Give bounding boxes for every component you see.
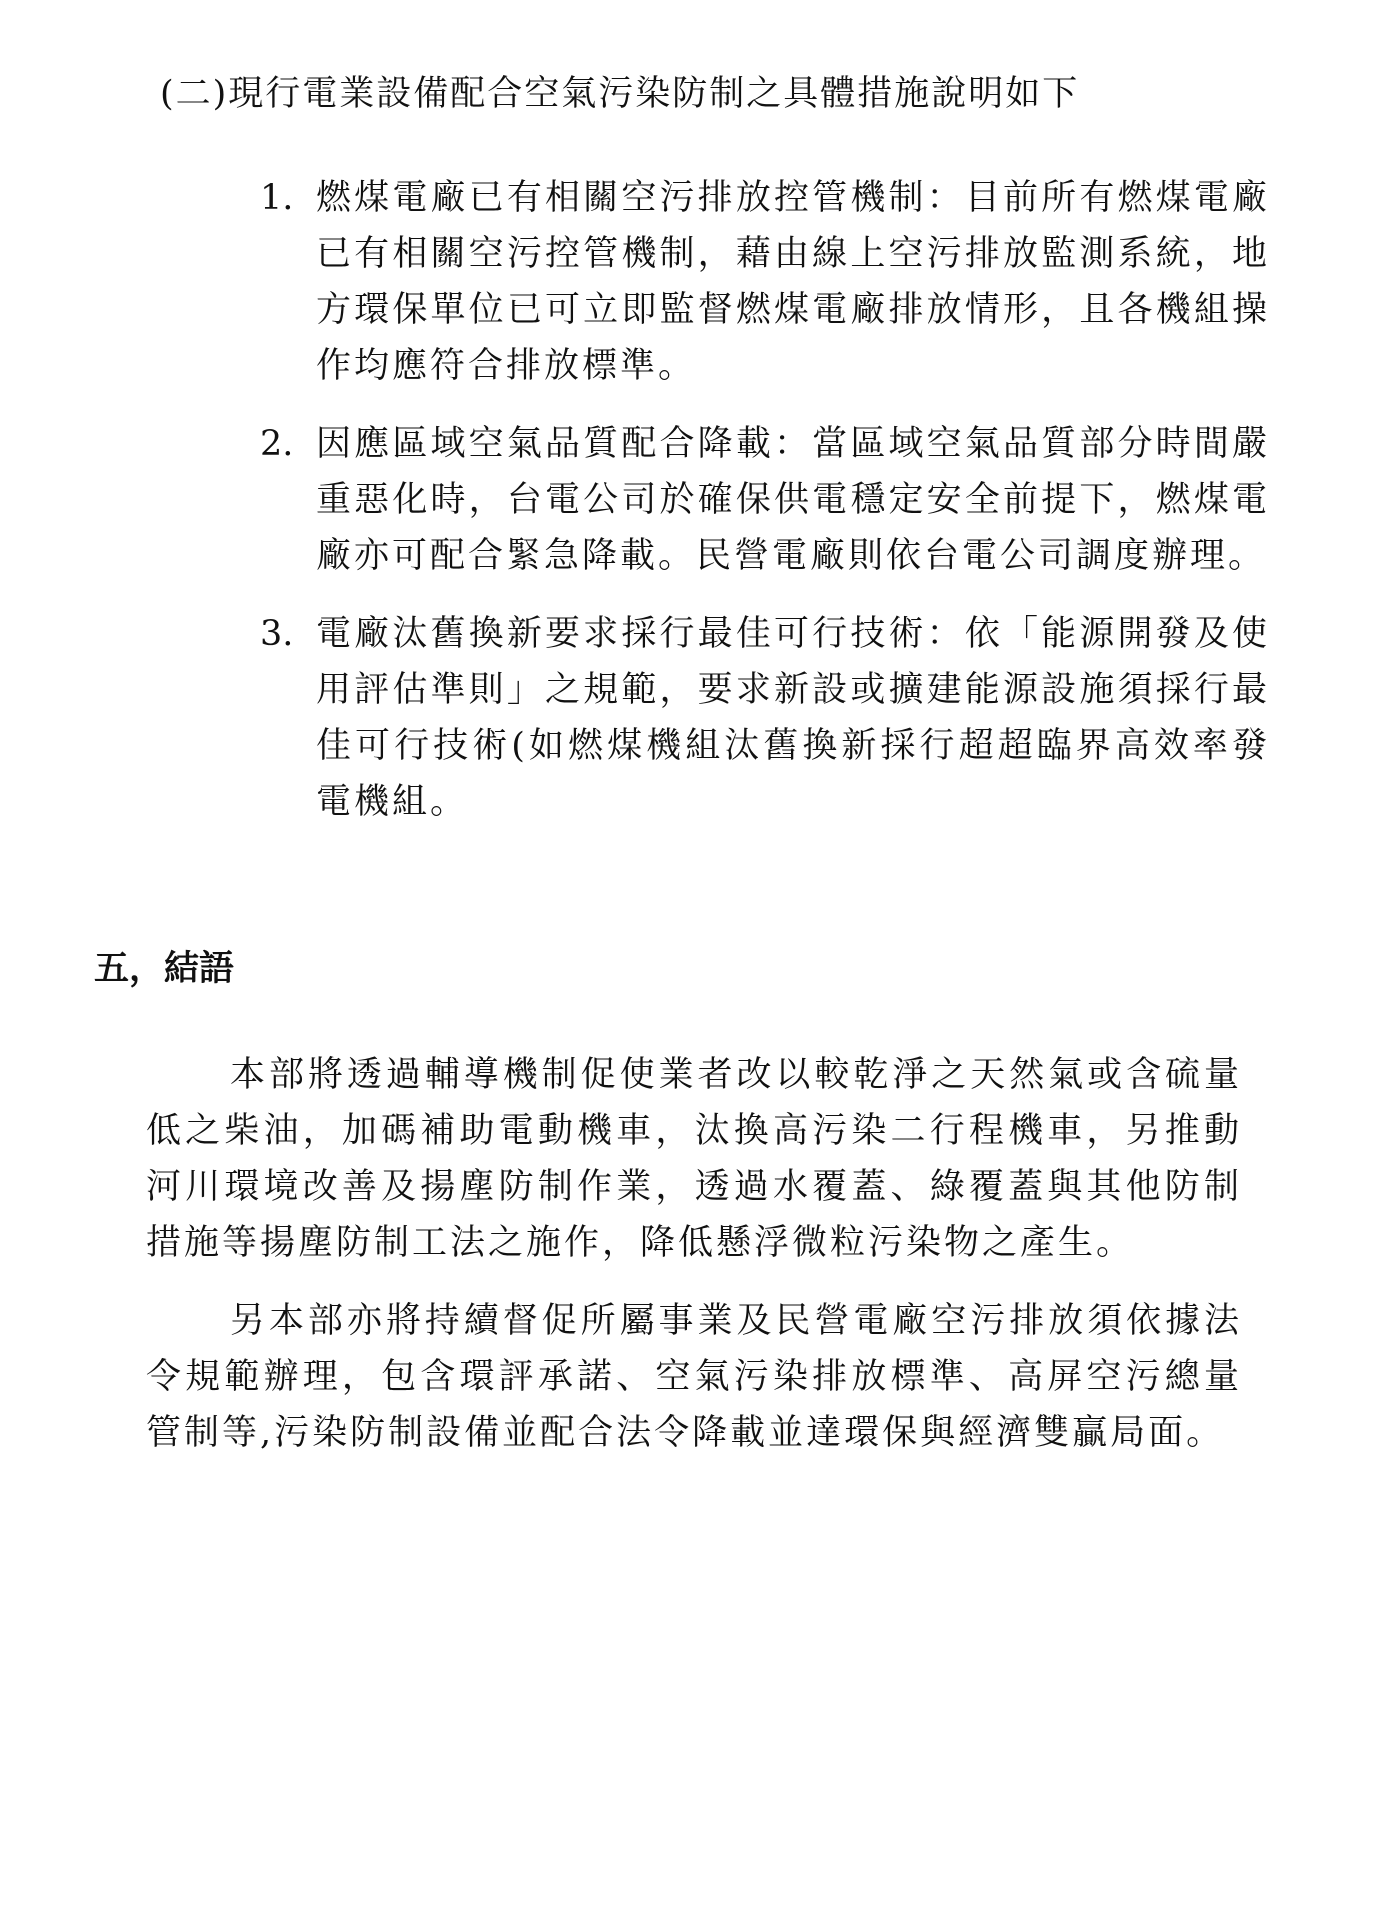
measure-item-3: [260, 606, 1270, 830]
measure-text: 因應區域空氣品質配合降載：當區域空氣品質部分時間嚴重惡化時，台電公司於確保供電穩定安全前提下，燃煤電廠亦可配合緊急降載。民營電廠則依台電公司調度辦理。: [316, 424, 1270, 576]
measure-number: 2.: [260, 424, 294, 464]
conclusion-heading: 五，結語: [94, 948, 235, 989]
conclusion-body: [146, 1047, 1242, 1483]
measure-text: 燃煤電廠已有相關空污排放控管機制：目前所有燃煤電廠已有相關空污控管機制，藉由線上空污排放監測系統，地方環保單位已可立即監督燃煤電廠排放情形，且各機組操作均應符合排放標準。: [316, 178, 1270, 386]
measure-number: 1.: [260, 178, 294, 218]
measure-item-1: [260, 170, 1270, 394]
measures-list: [260, 170, 1270, 852]
subheading: (二)現行電業設備配合空氣污染防制之具體措施說明如下: [160, 74, 1080, 114]
conclusion-paragraph-1: 本部將透過輔導機制促使業者改以較乾淨之天然氣或含硫量低之柴油，加碼補助電動機車，汰換高污染二行程機車，另推動河川環境改善及揚塵防制作業，透過水覆蓋、綠覆蓋與其他防制措施等揚塵防制工法之施作，降低懸浮微粒污染物之產生。: [146, 1055, 1242, 1263]
measure-item-2: [260, 416, 1270, 584]
measure-number: 3.: [260, 614, 294, 654]
measure-text: 電廠汰舊換新要求採行最佳可行技術：依「能源開發及使用評估準則」之規範，要求新設或擴建能源設施須採行最佳可行技術(如燃煤機組汰舊換新採行超超臨界高效率發電機組。: [316, 614, 1270, 822]
conclusion-paragraph-2: 另本部亦將持續督促所屬事業及民營電廠空污排放須依據法令規範辦理，包含環評承諾、空氣污染排放標準、高屏空污總量管制等,污染防制設備並配合法令降載並達環保與經濟雙贏局面。: [146, 1301, 1242, 1453]
